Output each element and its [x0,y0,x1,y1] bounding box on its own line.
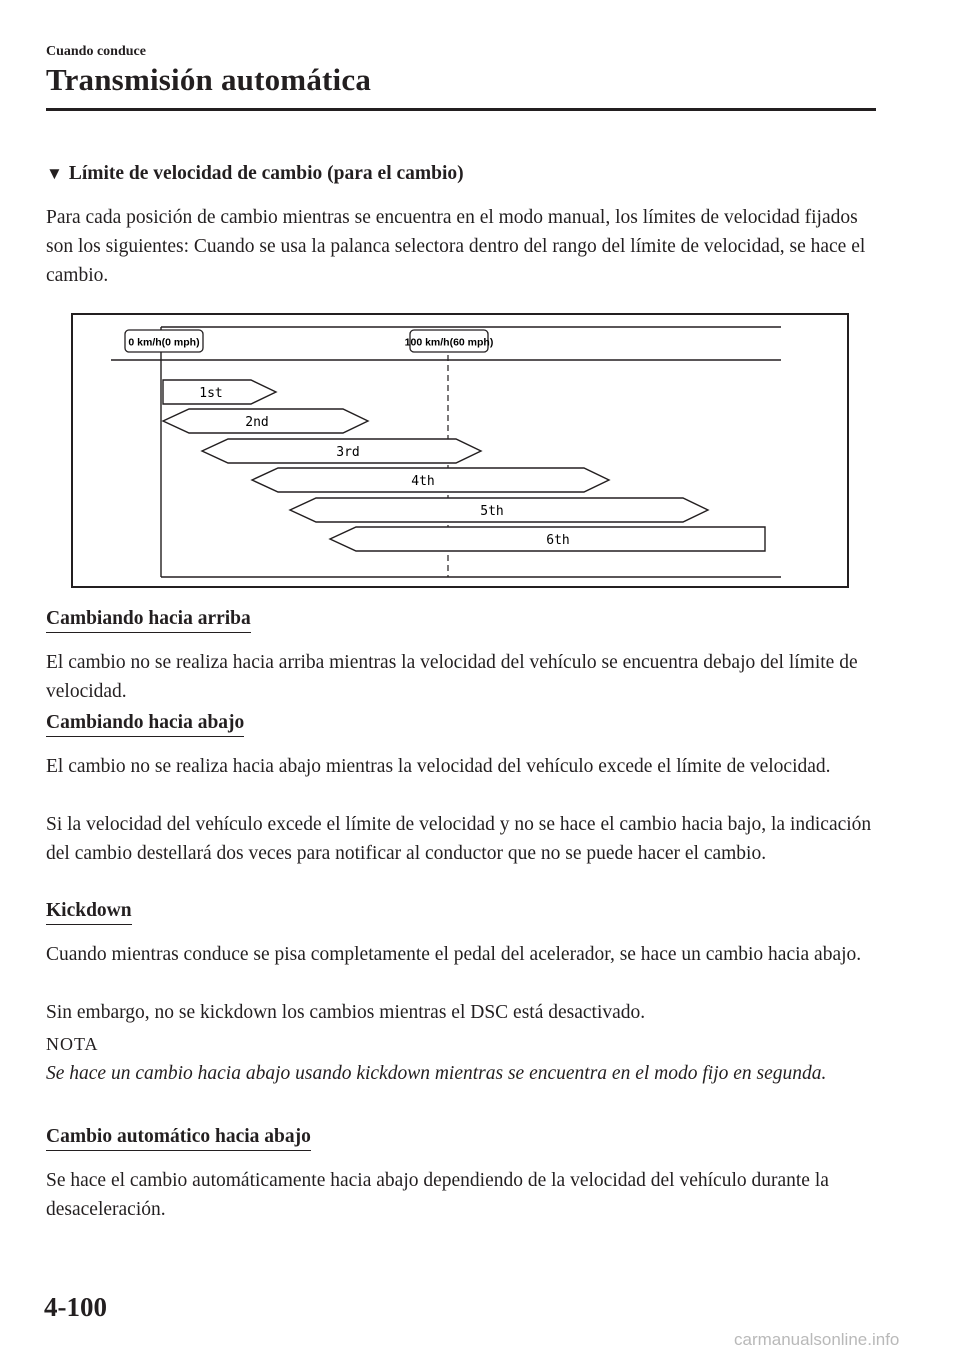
note-text: Se hace un cambio hacia abajo usando kickdown mientras se encuentra en el modo fijo en segunda. [46,1063,827,1084]
triangle-down-icon: ▼ [46,164,63,183]
subsection-title: Límite de velocidad de cambio (para el cambio) [68,163,464,184]
scale-label-zero-text: 0 km/h(0 mph) [128,336,200,349]
auto-downshift-heading: Cambio automático hacia abajo [46,1126,311,1151]
kickdown-paragraph-1: Cuando mientras conduce se pisa completamente el pedal del acelerador, se hace un cambio hacia abajo. [46,944,862,965]
section-title: Transmisión automática [46,62,372,97]
upshift-heading: Cambiando hacia arriba [46,608,251,633]
gear-label-5th: 5th [480,504,504,519]
downshift-paragraph-2: Si la velocidad del vehículo excede el límite de velocidad y no se hace el cambio hacia bajo, la indicación del cambio destellará dos veces para notificar al conductor que no se puede hacer el cambio. [46,814,872,864]
downshift-paragraph-1: El cambio no se realiza hacia abajo mientras la velocidad del vehículo excede el límite de velocidad. [46,756,831,777]
auto-downshift-paragraph: Se hace el cambio automáticamente hacia abajo dependiendo de la velocidad del vehículo durante la desaceleración. [46,1170,829,1220]
gear-label-4th: 4th [411,474,435,489]
watermark: carmanualsonline.info [734,1330,900,1349]
kickdown-heading: Kickdown [46,900,132,925]
downshift-heading: Cambiando hacia abajo [46,712,244,737]
scale-label-100 [405,330,494,352]
kickdown-paragraph-2: Sin embargo, no se kickdown los cambios mientras el DSC está desactivado. [46,1002,646,1023]
scale-label-zero [125,330,203,352]
shift-speed-diagram [71,313,849,588]
upshift-paragraph: El cambio no se realiza hacia arriba mientras la velocidad del vehículo se encuentra debajo del límite de velocidad. [46,652,858,702]
scale-label-100-text: 100 km/h(60 mph) [404,336,494,349]
gear-label-1st: 1st [199,386,223,401]
header-rule [46,108,876,111]
gear-label-2nd: 2nd [245,415,269,430]
intro-paragraph: Para cada posición de cambio mientras se encuentra en el modo manual, los límites de velocidad fijados son los siguientes: Cuando se usa la palanca selectora dentro del rango del límite de velocidad, se hace el cambio. [46,207,866,286]
gear-label-6th: 6th [546,533,570,548]
chapter-title: Cuando conduce [46,44,146,59]
gear-label-3rd: 3rd [336,445,360,460]
page-number: 4-100 [44,1292,107,1322]
subsection-heading [46,163,464,185]
note-label: NOTA [46,1034,99,1054]
